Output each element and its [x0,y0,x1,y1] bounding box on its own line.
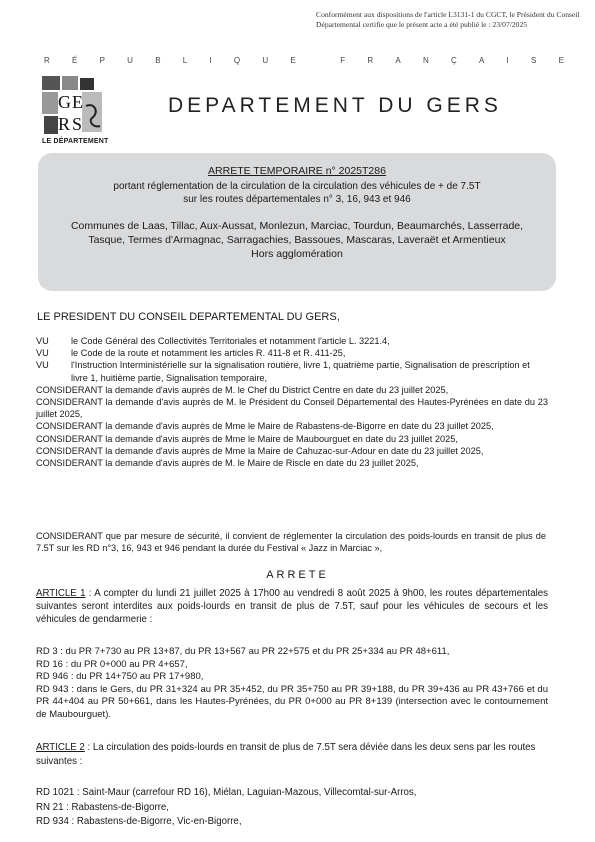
letter: A [395,56,401,65]
letter: B [155,56,161,65]
deviation-route: RN 21 : Rabastens-de-Bigorre, [36,801,169,813]
visa-text: le Code de la route et notamment les articles R. 411-8 et R. 411-25, [71,348,346,359]
considerant: CONSIDERANT la demande d'avis auprès de Mme le Maire de Maubourguet en date du 23 juillet 2025, [36,433,458,444]
considerant: CONSIDERANT la demande d'avis auprès de M. le Maire de Riscle en date du 23 juillet 2025, [36,458,419,469]
svg-text:G: G [58,92,71,112]
gers-logo [42,76,104,136]
arrete-title: ARRETE TEMPORAIRE n° 2025T286 [208,165,386,177]
logo-caption: LE DÉPARTEMENT [42,138,109,145]
article-1-label: ARTICLE 1 [36,588,86,599]
communes-block [56,219,538,261]
svg-text:S: S [72,114,83,134]
considerant: CONSIDERANT la demande d'avis auprès de M. le Chef du District Centre en date du 23 juillet 2025, [36,384,449,395]
considerant: CONSIDERANT la demande d'avis auprès de Mme le Maire de Rabastens-de-Bigorre en date du 23 juillet 2025, [36,421,494,432]
letter: S [531,56,537,65]
rd-list [36,646,548,722]
letter: L [182,56,188,65]
letter: Q [233,56,241,65]
subtitle-line: sur les routes départementales n° 3, 16, 943 et 946 [183,194,411,205]
visa-text: le Code Général des Collectivités Territoriales et notamment l'article L. 3221.4, [71,336,390,346]
rd-item: RD 3 : du PR 7+730 au PR 13+87, du PR 13+567 au PR 22+575 et du PR 25+334 au PR 48+611, [36,646,450,657]
letter: E [290,56,296,65]
article-1 [36,587,548,626]
publication-certification: Conformément aux dispositions de l'article L3131-1 du CGCT, le Président du Conseil Départemental certifie que le présent acte a été publié le : 23/07/2025 [316,10,580,29]
rd-item: RD 16 : du PR 0+000 au PR 4+657, [36,658,188,670]
arrete-subtitle [38,180,556,206]
letter: I [506,56,509,65]
visas-section [36,335,548,469]
arrete-heading: ARRETE [266,569,329,581]
subtitle-line: portant réglementation de la circulation de la circulation des véhicules de + de 7.5T [113,181,481,192]
deviation-route: RD 934 : Rabastens-de-Bigorre, Vic-en-Bigorre, [36,816,242,827]
article-2 [36,741,548,768]
gers-logo-graphic [42,76,104,136]
letter: U [262,56,269,65]
department-title: DEPARTEMENT DU GERS [168,94,502,117]
letter: I [209,56,212,65]
letter: N [422,56,429,65]
deviation-routes [36,786,548,830]
visa-row [36,335,548,347]
considerant: CONSIDERANT la demande d'avis auprès de Mme la Maire de Cahuzac-sur-Adour en date du 23 juillet 2025, [36,445,484,456]
republique-francaise-heading [44,56,564,65]
letter: U [127,56,133,65]
arrete-header-box [38,153,556,291]
hors-agglomeration: Hors agglomération [251,248,343,260]
letter: F [340,56,346,65]
deviation-route: RD 1021 : Saint-Maur (carrefour RD 16), Miélan, Laguian-Mazous, Villecomtal-sur-Arros, [36,787,417,798]
article-2-text: : La circulation des poids-lourds en transit de plus de 7.5T sera déviée dans les deux sens par les routes suivantes : [36,742,536,767]
letter: É [72,56,78,65]
visa-label: VU [36,336,49,346]
considerant: CONSIDERANT la demande d'avis auprès de M. le Président du Conseil Départemental des Hautes-Pyrénées en date du 23 juillet 2025, [36,397,548,420]
svg-text:E: E [72,92,83,112]
visa-label: VU [36,360,49,371]
letter: P [99,56,105,65]
letter: A [478,56,485,65]
visa-row [36,359,548,383]
visa-text: l'Instruction Interministérielle sur la signalisation routière, livre 1, quatrième partie, Signalisation de prescription et livre 1, huitième partie, Signalisation temporaire, [71,360,530,383]
visa-label: VU [36,348,49,359]
letter: R [367,56,374,65]
communes-list: Communes de Laas, Tillac, Aux-Aussat, Monlezun, Marciac, Tourdun, Beaumarchés, Lasserrade, Tasque, Termes d'Armagnac, Sarragachies, Bassoues, Mascaras, Laveraët et Armentieux [70,220,524,246]
letter: R [44,56,50,65]
visa-row [36,347,548,359]
letter: Ç [450,56,457,65]
letter: E [558,56,564,65]
president-heading: LE PRESIDENT DU CONSEIL DEPARTEMENTAL DU GERS, [37,311,340,323]
article-2-label: ARTICLE 2 [36,742,85,753]
rd-item: RD 943 : dans le Gers, du PR 31+324 au PR 35+452, du PR 35+750 au PR 39+188, du PR 39+436 au PR 43+766 et du PR 44+404 au PR 50+661, dans les Hautes-Pyrénées, du PR 0+000 au PR 8+139 (intersection avec le contournement de Maubourguet). [36,683,548,720]
svg-text:R: R [58,114,71,134]
article-1-text: : A compter du lundi 21 juillet 2025 à 17h00 au vendredi 8 août 2025 à 9h00, les routes départementales suivantes seront interdites aux poids-lourds en transit de plus de 7.5T, sauf pour les véhicules de secours et les véhicules de gendarmerie : [36,588,548,625]
considerant-securite: CONSIDERANT que par mesure de sécurité, il convient de réglementer la circulation des poids-lourds en transit de plus de 7.5T sur les RD n°3, 16, 943 et 946 pendant la durée du Festival « Jazz in Marciac », [36,531,546,554]
rd-item: RD 946 : du PR 14+750 au PR 17+980, [36,671,204,683]
